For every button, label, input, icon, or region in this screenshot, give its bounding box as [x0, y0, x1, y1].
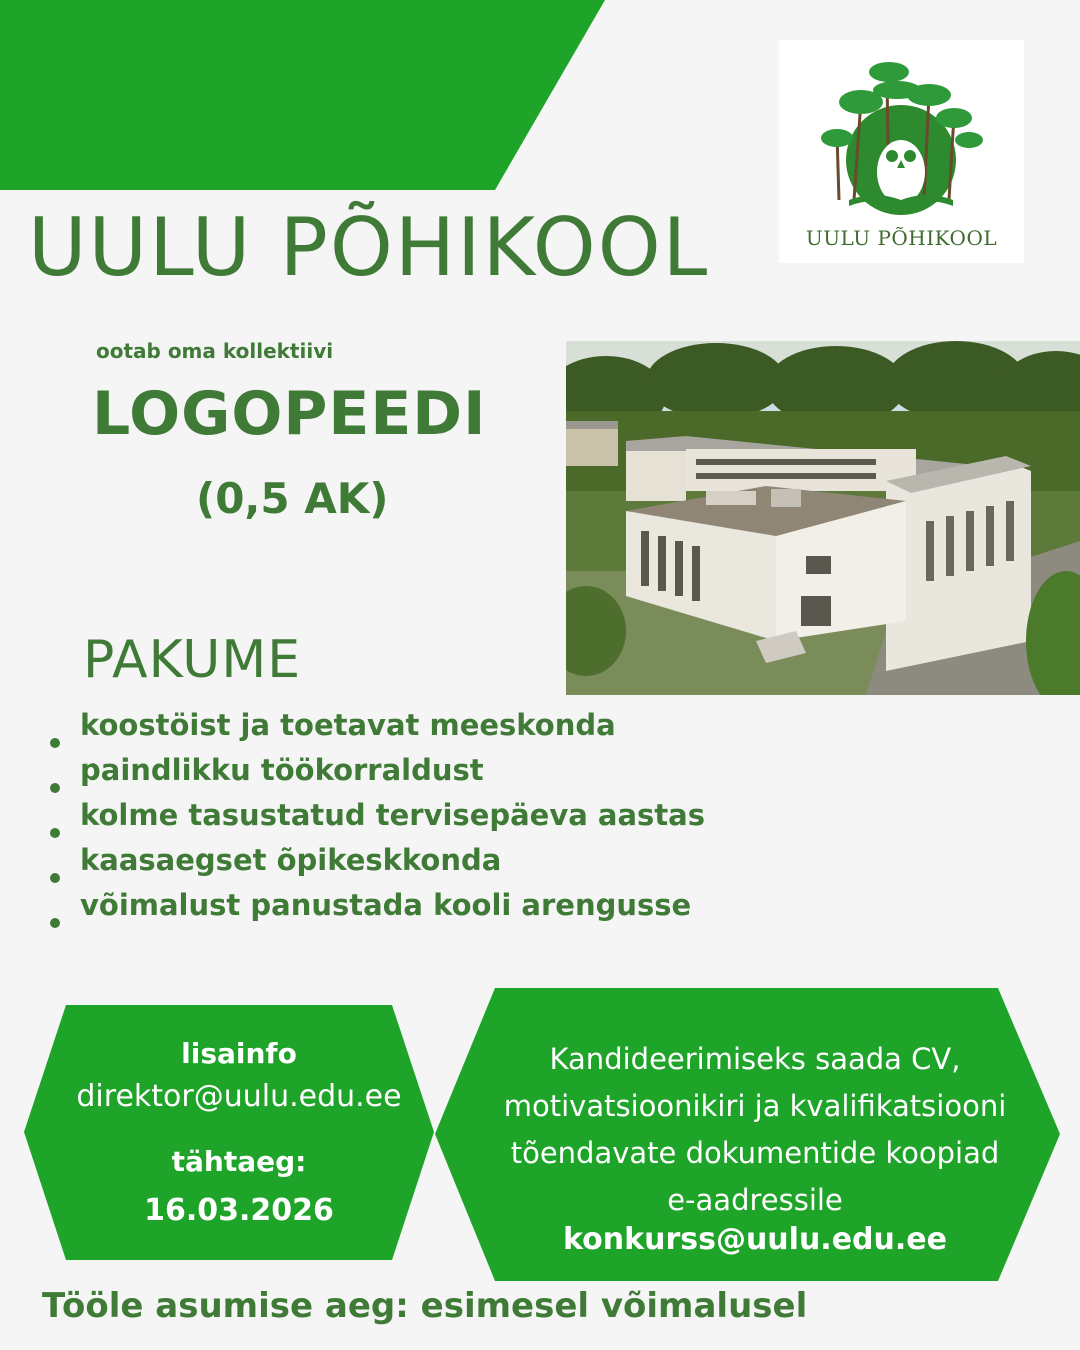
application-line: motivatsioonikiri ja kvalifikatsiooni — [503, 1089, 1007, 1123]
list-item: kaasaegset õpikeskkonda — [80, 838, 705, 883]
offer-title: PAKUME — [83, 630, 302, 690]
application-line: Kandideerimiseks saada CV, — [549, 1042, 961, 1076]
bullet-icon — [50, 918, 60, 928]
offer-list — [80, 703, 705, 928]
list-item: võimalust panustada kooli arengusse — [80, 883, 705, 928]
bullet-icon — [50, 828, 60, 838]
logo-text: UULU PÕHIKOOL — [805, 226, 998, 250]
list-item: paindlikku töökorraldust — [80, 748, 705, 793]
school-logo — [779, 40, 1024, 263]
info-email-link[interactable]: direktor@uulu.edu.ee — [76, 1079, 402, 1114]
start-date-text: Tööle asumise aeg: esimesel võimalusel — [42, 1286, 808, 1326]
application-instructions — [460, 1036, 1050, 1224]
list-item: kolme tasustatud tervisepäeva aastas — [80, 793, 705, 838]
application-line: e-aadressile — [667, 1183, 843, 1217]
deadline-date: 16.03.2026 — [144, 1193, 334, 1228]
top-green-banner — [0, 0, 605, 190]
intro-text: ootab oma kollektiivi — [96, 339, 334, 363]
application-email-link[interactable]: konkurss@uulu.edu.ee — [563, 1222, 947, 1257]
school-building-photo — [566, 341, 1080, 695]
application-line: tõendavate dokumentide koopiad — [510, 1136, 1000, 1170]
bullet-icon — [50, 873, 60, 883]
bullet-icon — [50, 738, 60, 748]
school-title: UULU PÕHIKOOL — [28, 201, 710, 294]
workload-text: (0,5 AK) — [196, 474, 389, 523]
position-title: LOGOPEEDI — [92, 379, 487, 449]
list-item: koostöist ja toetavat meeskonda — [80, 703, 705, 748]
owl-tree-logo-icon — [779, 40, 1024, 220]
bullet-icon — [50, 783, 60, 793]
info-label: lisainfo — [181, 1037, 297, 1070]
deadline-label: tähtaeg: — [171, 1145, 307, 1178]
